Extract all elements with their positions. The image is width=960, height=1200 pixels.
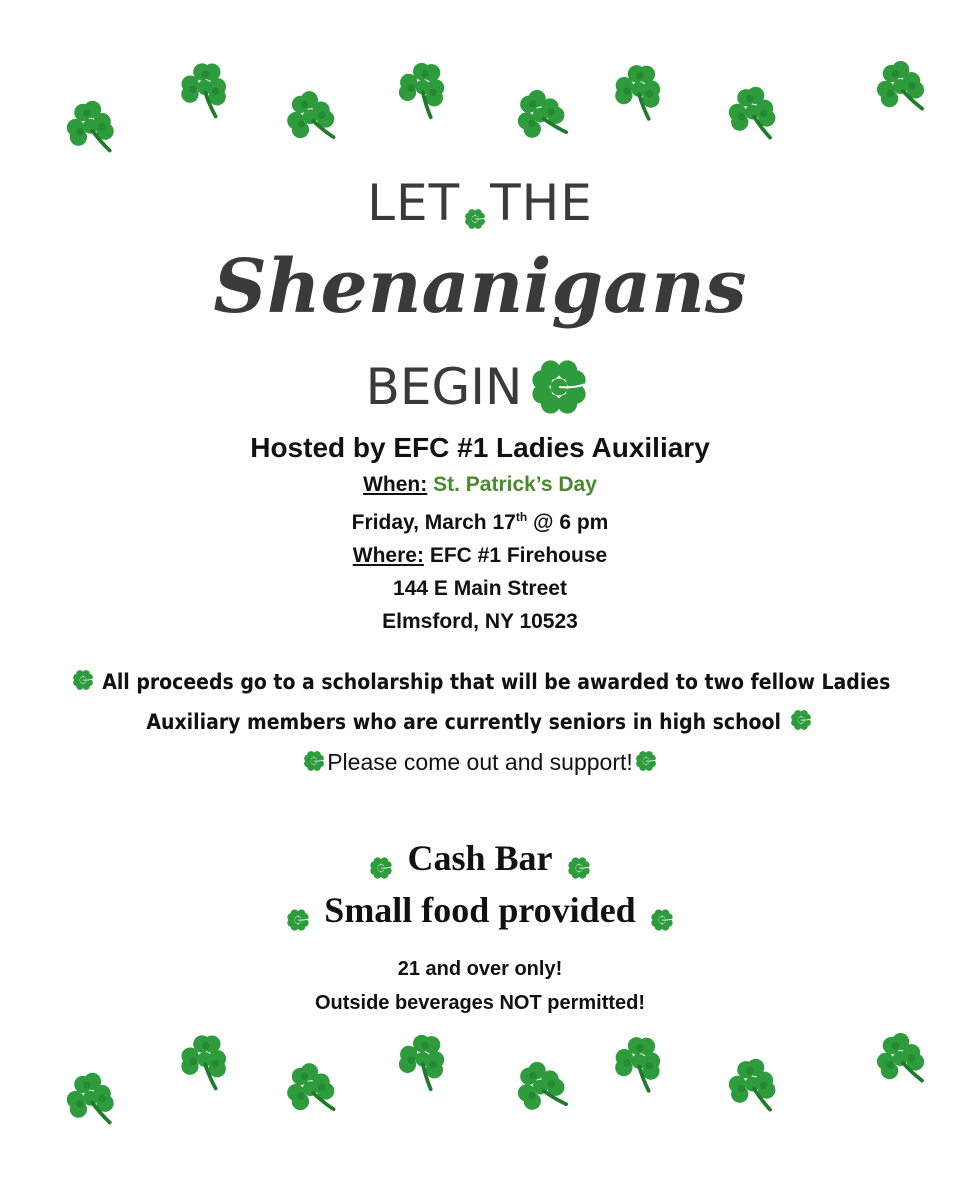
when-line: [0, 468, 960, 501]
proceeds-note: [0, 662, 960, 782]
four-leaf-clover-icon: [70, 666, 96, 692]
title-word-the: THE: [490, 174, 593, 232]
when-value: St. Patrick’s Day: [433, 473, 597, 496]
hosted-by: Hosted by EFC #1 Ladies Auxiliary: [250, 432, 710, 463]
proceeds-text-1: All proceeds go to a scholarship that will be awarded to two fellow Ladies: [102, 670, 891, 694]
date-prefix: Friday, March 17: [351, 511, 516, 534]
bottom-shamrock-border: [0, 1010, 960, 1170]
title-line-let-the: [0, 174, 960, 232]
date-time: @ 6 pm: [527, 511, 609, 534]
shamrock-icon: [865, 1021, 942, 1098]
top-shamrock-border: [0, 40, 960, 200]
address-city: Elmsford, NY 10523: [382, 610, 578, 633]
shamrock-icon: [605, 55, 677, 127]
proceeds-text-2: Auxiliary members who are currently seniors in high school: [146, 710, 781, 734]
shamrock-icon: [172, 1026, 242, 1096]
proceeds-line-1: [0, 662, 960, 702]
support-text: Please come out and support!: [327, 749, 633, 775]
date-ordinal: th: [515, 510, 528, 524]
four-leaf-clover-icon: [284, 896, 312, 924]
age-rule: 21 and over only!: [397, 958, 563, 980]
four-leaf-clover-icon: [301, 746, 327, 772]
four-leaf-clover-icon: [565, 844, 593, 872]
four-leaf-clover-icon: [633, 746, 659, 772]
address-street: 144 E Main Street: [393, 577, 567, 600]
shamrock-icon: [721, 79, 789, 147]
shamrock-icon: [57, 1063, 129, 1135]
cash-bar-text: Cash Bar: [407, 838, 553, 878]
when-label: When:: [363, 473, 428, 496]
proceeds-line-3: [0, 742, 960, 782]
shamrock-icon: [501, 1045, 585, 1129]
proceeds-line-2: [0, 702, 960, 742]
features: [0, 832, 960, 936]
title-block: [0, 174, 960, 422]
four-leaf-clover-icon: [788, 706, 814, 732]
shamrock-icon: [605, 1027, 677, 1099]
shamrock-icon: [387, 1023, 462, 1098]
shamrock-icon: [721, 1051, 789, 1119]
where-value: EFC #1 Firehouse: [429, 544, 608, 567]
four-leaf-clover-icon: [367, 844, 395, 872]
event-info: [0, 428, 960, 638]
title-word-begin: BEGIN: [365, 358, 523, 416]
where-line: [0, 539, 960, 572]
shamrock-icon: [57, 91, 129, 163]
shamrock-icon: [273, 1049, 352, 1128]
cash-bar-line: [0, 832, 960, 884]
four-leaf-clover-icon: [524, 352, 594, 422]
four-leaf-clover-icon: [462, 190, 488, 216]
shamrock-icon: [865, 49, 942, 126]
date-line: [0, 501, 960, 539]
shamrock-icon: [387, 51, 462, 126]
beverage-rule: Outside beverages NOT permitted!: [314, 992, 646, 1014]
shamrock-icon: [172, 54, 242, 124]
food-line: [0, 884, 960, 936]
shamrock-icon: [501, 73, 585, 157]
food-text: Small food provided: [324, 890, 636, 930]
title-shenanigans: Shenanigans: [213, 244, 747, 330]
four-leaf-clover-icon: [648, 896, 676, 924]
where-label: Where:: [352, 544, 424, 567]
shamrock-icon: [273, 77, 352, 156]
title-word-let: LET: [367, 174, 461, 232]
title-line-begin: [0, 352, 960, 422]
